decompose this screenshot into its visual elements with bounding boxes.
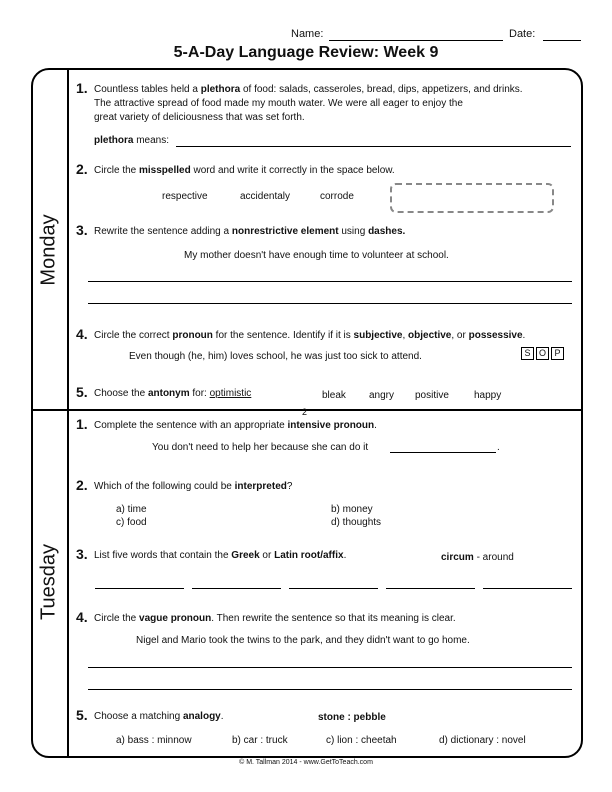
- monday-q1-line2: The attractive spread of food made my mouth water. We were all eager to enjoy the: [94, 98, 463, 109]
- tuesday-q4-sentence: Nigel and Mario took the twins to the park, and they didn't want to go home.: [136, 635, 470, 646]
- tuesday-q2-option[interactable]: c) food: [116, 517, 147, 528]
- tuesday-q3-number: 3.: [76, 546, 88, 562]
- monday-q2-answer-box[interactable]: [390, 183, 554, 213]
- monday-q2-number: 2.: [76, 161, 88, 177]
- tuesday-q2-number: 2.: [76, 477, 88, 493]
- monday-q5-option[interactable]: bleak: [322, 390, 346, 401]
- monday-q4-sentence: Even though (he, him) loves school, he was just too sick to attend.: [129, 351, 422, 362]
- name-label: Name:: [291, 28, 324, 40]
- day-label-monday: Monday: [37, 214, 60, 286]
- tuesday-q5-option[interactable]: c) lion : cheetah: [326, 735, 397, 746]
- monday-q3-prompt: Rewrite the sentence adding a nonrestrictive element using dashes.: [94, 226, 406, 237]
- tuesday-q2-option[interactable]: b) money: [331, 504, 373, 515]
- tuesday-q3-root: circum - around: [441, 552, 514, 563]
- monday-q4-number: 4.: [76, 326, 88, 342]
- monday-q4-type-boxes: [521, 347, 564, 360]
- monday-q4-prompt: Circle the correct pronoun for the sentence. Identify if it is subjective, objective, or possessive.: [94, 330, 526, 341]
- tuesday-q3-word-line[interactable]: [386, 588, 475, 589]
- monday-q2-prompt: Circle the misspelled word and write it correctly in the space below.: [94, 165, 395, 176]
- tuesday-q3-prompt: List five words that contain the Greek or Latin root/affix.: [94, 550, 347, 561]
- footer-copyright: © M. Tallman 2014 - www.GetToTeach.com: [239, 759, 373, 766]
- tuesday-q4-answer-line[interactable]: [88, 667, 572, 668]
- tuesday-q5-prompt: Choose a matching analogy.: [94, 711, 224, 722]
- date-field[interactable]: [543, 40, 581, 41]
- tuesday-q5-option[interactable]: b) car : truck: [232, 735, 288, 746]
- monday-q2-word[interactable]: accidentaly: [240, 191, 291, 202]
- tuesday-q4-prompt: Circle the vague pronoun. Then rewrite the sentence so that its meaning is clear.: [94, 613, 456, 624]
- subjective-box[interactable]: S: [521, 347, 534, 360]
- stray-mark: 2: [302, 407, 308, 417]
- monday-q1-answer-label: plethora means:: [94, 135, 170, 146]
- tuesday-q2-prompt: Which of the following could be interpreted?: [94, 481, 293, 492]
- tuesday-q1-number: 1.: [76, 416, 88, 432]
- monday-q3-answer-line[interactable]: [88, 281, 572, 282]
- monday-q5-option[interactable]: happy: [474, 390, 502, 401]
- monday-q1-number: 1.: [76, 80, 88, 96]
- monday-q5-number: 5.: [76, 384, 88, 400]
- monday-q3-answer-line[interactable]: [88, 303, 572, 304]
- tuesday-q3-word-line[interactable]: [289, 588, 378, 589]
- tuesday-q5-option[interactable]: a) bass : minnow: [116, 735, 192, 746]
- tuesday-q5-analogy-prompt: stone : pebble: [318, 712, 386, 723]
- tuesday-q2-option[interactable]: a) time: [116, 504, 147, 515]
- tuesday-q5-option[interactable]: d) dictionary : novel: [439, 735, 526, 746]
- monday-q1-line3: great variety of deliciousness that was set forth.: [94, 112, 305, 123]
- tuesday-q3-word-line[interactable]: [483, 588, 572, 589]
- tuesday-q1-sentence: You don't need to help her because she can do it: [152, 442, 369, 453]
- tuesday-q1-prompt: Complete the sentence with an appropriate intensive pronoun.: [94, 420, 377, 431]
- day-column-divider: [67, 68, 69, 758]
- monday-q2-word[interactable]: respective: [162, 191, 208, 202]
- monday-q2-word[interactable]: corrode: [320, 191, 354, 202]
- monday-q1-answer-line[interactable]: [176, 146, 571, 147]
- tuesday-q3-word-line[interactable]: [192, 588, 281, 589]
- tuesday-q5-number: 5.: [76, 707, 88, 723]
- monday-q3-sentence: My mother doesn't have enough time to volunteer at school.: [184, 250, 449, 261]
- name-field[interactable]: [329, 40, 503, 41]
- monday-q5-option[interactable]: positive: [415, 390, 449, 401]
- tuesday-q1-answer-line[interactable]: [390, 452, 496, 453]
- tuesday-q4-number: 4.: [76, 609, 88, 625]
- tuesday-q1-period: .: [497, 442, 500, 453]
- day-label-tuesday: Tuesday: [37, 544, 60, 620]
- possessive-box[interactable]: P: [551, 347, 564, 360]
- page-title: 5-A-Day Language Review: Week 9: [173, 44, 439, 61]
- tuesday-q2-option[interactable]: d) thoughts: [331, 517, 382, 528]
- monday-q5-option[interactable]: angry: [369, 390, 395, 401]
- objective-box[interactable]: O: [536, 347, 549, 360]
- tuesday-q4-answer-line[interactable]: [88, 689, 572, 690]
- monday-q3-number: 3.: [76, 222, 88, 238]
- monday-q5-prompt: Choose the antonym for: optimistic: [94, 388, 252, 399]
- monday-q1-line1: Countless tables held a plethora of food: salads, casseroles, bread, dips, appetizers, and drinks.: [94, 84, 523, 95]
- tuesday-q3-word-line[interactable]: [95, 588, 184, 589]
- date-label: Date:: [509, 28, 536, 40]
